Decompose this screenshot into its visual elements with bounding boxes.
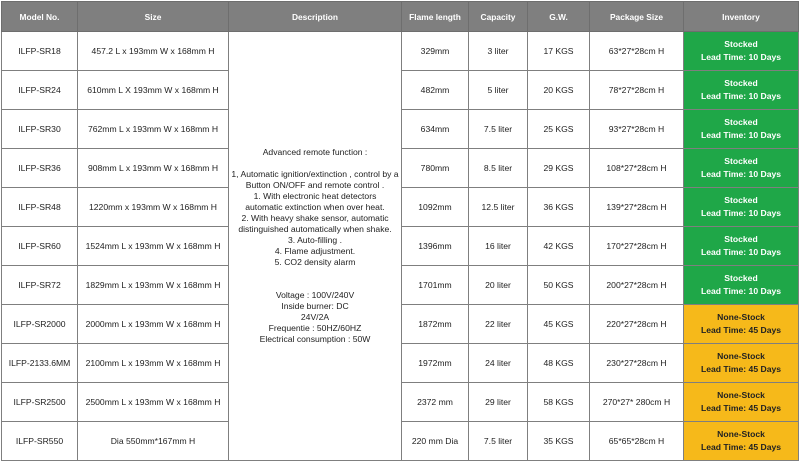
cell-capacity: 29 liter xyxy=(469,383,528,422)
inventory-lead-time: Lead Time: 10 Days xyxy=(700,286,782,296)
inventory-status: Stocked xyxy=(724,234,758,244)
cell-package-size: 270*27* 280cm H xyxy=(590,383,684,422)
cell-package-size: 78*27*28cm H xyxy=(590,71,684,110)
inventory-status: None-Stock xyxy=(717,429,765,439)
cell-size: 762mm L x 193mm W x 168mm H xyxy=(78,110,229,149)
cell-model: ILFP-SR18 xyxy=(2,32,78,71)
cell-capacity: 22 liter xyxy=(469,305,528,344)
cell-package-size: 93*27*28cm H xyxy=(590,110,684,149)
cell-model: ILFP-SR2500 xyxy=(2,383,78,422)
cell-gross-weight: 20 KGS xyxy=(528,71,590,110)
cell-flame-length: 634mm xyxy=(402,110,469,149)
cell-size: 1524mm L x 193mm W x 168mm H xyxy=(78,227,229,266)
desc-title: Advanced remote function : xyxy=(262,147,368,157)
cell-capacity: 24 liter xyxy=(469,344,528,383)
cell-package-size: 200*27*28cm H xyxy=(590,266,684,305)
cell-size: 2500mm L x 193mm W x 168mm H xyxy=(78,383,229,422)
table-header-row xyxy=(2,2,799,32)
desc-burner: Inside burner: DC xyxy=(281,301,349,311)
header-package-size: Package Size xyxy=(590,2,684,32)
inventory-status-stocked xyxy=(684,188,799,227)
cell-size: 2000mm L x 193mm W x 168mm H xyxy=(78,305,229,344)
cell-capacity: 8.5 liter xyxy=(469,149,528,188)
table-row xyxy=(2,32,799,71)
inventory-status-stocked xyxy=(684,110,799,149)
cell-package-size: 65*65*28cm H xyxy=(590,422,684,461)
inventory-status-stocked xyxy=(684,71,799,110)
inventory-status-nonstock xyxy=(684,383,799,422)
cell-package-size: 230*27*28cm H xyxy=(590,344,684,383)
cell-gross-weight: 29 KGS xyxy=(528,149,590,188)
inventory-status-stocked xyxy=(684,266,799,305)
desc-frequency: Frequentie : 50HZ/60HZ xyxy=(268,323,362,333)
cell-flame-length: 1396mm xyxy=(402,227,469,266)
cell-flame-length: 1701mm xyxy=(402,266,469,305)
inventory-lead-time: Lead Time: 10 Days xyxy=(700,247,782,257)
cell-gross-weight: 25 KGS xyxy=(528,110,590,149)
cell-flame-length: 2372 mm xyxy=(402,383,469,422)
inventory-lead-time: Lead Time: 10 Days xyxy=(700,130,782,140)
inventory-status: None-Stock xyxy=(717,351,765,361)
cell-capacity: 5 liter xyxy=(469,71,528,110)
inventory-lead-time: Lead Time: 10 Days xyxy=(700,52,782,62)
inventory-status: Stocked xyxy=(724,273,758,283)
cell-flame-length: 1972mm xyxy=(402,344,469,383)
inventory-status-stocked xyxy=(684,227,799,266)
cell-capacity: 20 liter xyxy=(469,266,528,305)
cell-package-size: 220*27*28cm H xyxy=(590,305,684,344)
cell-model: ILFP-SR2000 xyxy=(2,305,78,344)
cell-gross-weight: 45 KGS xyxy=(528,305,590,344)
inventory-status-nonstock xyxy=(684,305,799,344)
cell-gross-weight: 42 KGS xyxy=(528,227,590,266)
desc-voltage: Voltage : 100V/240V xyxy=(275,290,355,300)
inventory-status-stocked xyxy=(684,32,799,71)
cell-flame-length: 1872mm xyxy=(402,305,469,344)
desc-line: 1, Automatic ignition/extinction , control by a xyxy=(231,169,399,179)
inventory-status: Stocked xyxy=(724,78,758,88)
cell-flame-length: 482mm xyxy=(402,71,469,110)
cell-size: 908mm L x 193mm W x 168mm H xyxy=(78,149,229,188)
inventory-status: Stocked xyxy=(724,39,758,49)
cell-gross-weight: 58 KGS xyxy=(528,383,590,422)
cell-gross-weight: 36 KGS xyxy=(528,188,590,227)
inventory-status: None-Stock xyxy=(717,312,765,322)
cell-size: Dia 550mm*167mm H xyxy=(78,422,229,461)
header-flame-length: Flame length xyxy=(402,2,469,32)
desc-consumption: Electrical consumption : 50W xyxy=(259,334,371,344)
inventory-status-stocked xyxy=(684,149,799,188)
inventory-lead-time: Lead Time: 45 Days xyxy=(700,325,782,335)
cell-package-size: 139*27*28cm H xyxy=(590,188,684,227)
desc-burner-spec: 24V/2A xyxy=(300,312,330,322)
cell-capacity: 7.5 liter xyxy=(469,110,528,149)
cell-gross-weight: 48 KGS xyxy=(528,344,590,383)
cell-size: 1829mm L x 193mm W x 168mm H xyxy=(78,266,229,305)
cell-model: ILFP-SR550 xyxy=(2,422,78,461)
header-capacity: Capacity xyxy=(469,2,528,32)
desc-line: 4. Flame adjustment. xyxy=(274,246,356,256)
header-description: Description xyxy=(229,2,402,32)
cell-package-size: 170*27*28cm H xyxy=(590,227,684,266)
header-gross-weight: G.W. xyxy=(528,2,590,32)
cell-capacity: 3 liter xyxy=(469,32,528,71)
inventory-status: Stocked xyxy=(724,195,758,205)
product-spec-table xyxy=(1,1,799,461)
inventory-status: None-Stock xyxy=(717,390,765,400)
cell-model: ILFP-SR30 xyxy=(2,110,78,149)
cell-size: 2100mm L x 193mm W x 168mm H xyxy=(78,344,229,383)
inventory-lead-time: Lead Time: 45 Days xyxy=(700,364,782,374)
desc-line: automatic extinction when over heat. xyxy=(245,202,385,212)
inventory-status-nonstock xyxy=(684,344,799,383)
cell-size: 610mm L X 193mm W x 168mm H xyxy=(78,71,229,110)
desc-line: 3. Auto-filling . xyxy=(288,235,342,245)
inventory-lead-time: Lead Time: 45 Days xyxy=(700,403,782,413)
cell-package-size: 108*27*28cm H xyxy=(590,149,684,188)
desc-line: 1. With electronic heat detectors xyxy=(253,191,377,201)
inventory-lead-time: Lead Time: 45 Days xyxy=(700,442,782,452)
cell-model: ILFP-2133.6MM xyxy=(2,344,78,383)
inventory-status: Stocked xyxy=(724,156,758,166)
cell-model: ILFP-SR24 xyxy=(2,71,78,110)
inventory-status: Stocked xyxy=(724,117,758,127)
cell-gross-weight: 17 KGS xyxy=(528,32,590,71)
cell-capacity: 7.5 liter xyxy=(469,422,528,461)
cell-flame-length: 329mm xyxy=(402,32,469,71)
inventory-lead-time: Lead Time: 10 Days xyxy=(700,208,782,218)
inventory-lead-time: Lead Time: 10 Days xyxy=(700,91,782,101)
cell-package-size: 63*27*28cm H xyxy=(590,32,684,71)
inventory-lead-time: Lead Time: 10 Days xyxy=(700,169,782,179)
cell-model: ILFP-SR48 xyxy=(2,188,78,227)
header-inventory: Inventory xyxy=(684,2,799,32)
description-cell xyxy=(229,32,402,461)
inventory-status-nonstock xyxy=(684,422,799,461)
cell-model: ILFP-SR72 xyxy=(2,266,78,305)
cell-model: ILFP-SR36 xyxy=(2,149,78,188)
desc-line: distinguished automatically when shake. xyxy=(238,224,392,234)
header-size: Size xyxy=(78,2,229,32)
cell-capacity: 12.5 liter xyxy=(469,188,528,227)
cell-capacity: 16 liter xyxy=(469,227,528,266)
cell-flame-length: 1092mm xyxy=(402,188,469,227)
desc-line: 2. With heavy shake sensor, automatic xyxy=(241,213,389,223)
header-model: Model No. xyxy=(2,2,78,32)
cell-size: 1220mm x 193mm W x 168mm H xyxy=(78,188,229,227)
cell-gross-weight: 35 KGS xyxy=(528,422,590,461)
cell-flame-length: 220 mm Dia xyxy=(402,422,469,461)
cell-flame-length: 780mm xyxy=(402,149,469,188)
cell-gross-weight: 50 KGS xyxy=(528,266,590,305)
desc-line: Button ON/OFF and remote control . xyxy=(245,180,385,190)
desc-line: 5. CO2 density alarm xyxy=(274,257,356,267)
cell-model: ILFP-SR60 xyxy=(2,227,78,266)
cell-size: 457.2 L x 193mm W x 168mm H xyxy=(78,32,229,71)
